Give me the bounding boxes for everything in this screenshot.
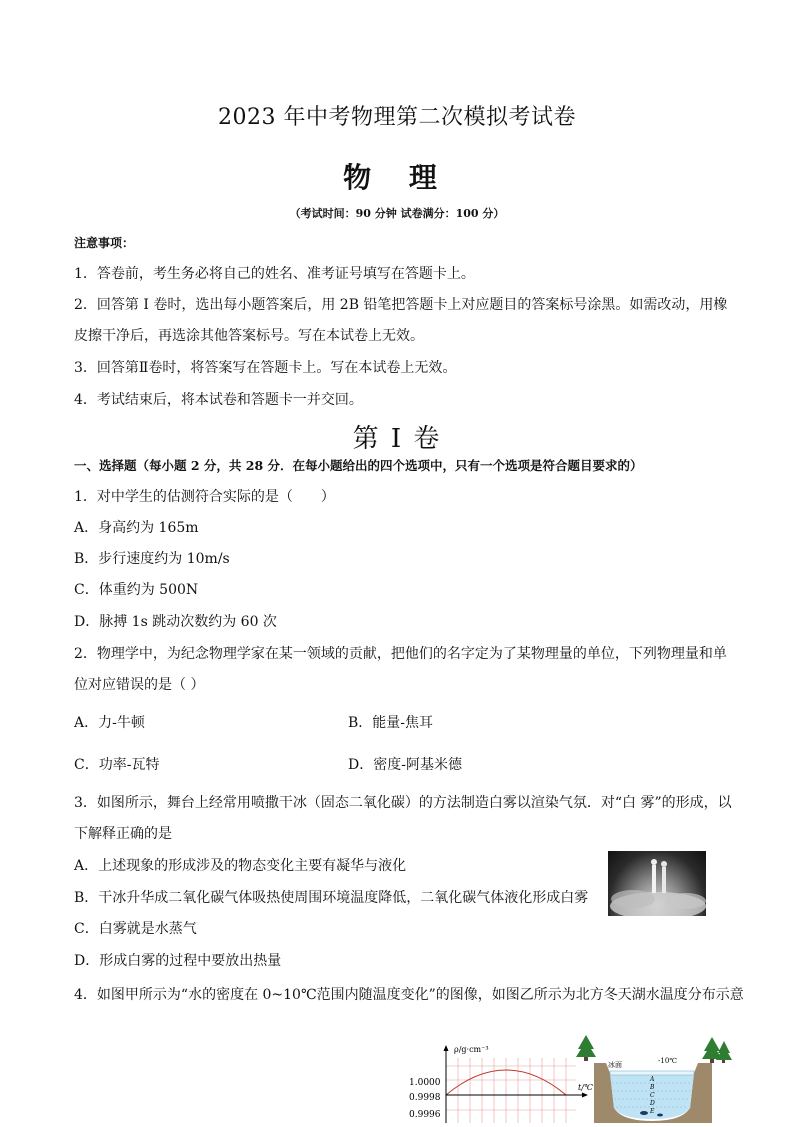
question-4-stem: 4．如图甲所示为“水的密度在 0~10℃范围内随温度变化”的图像，如图乙所示为北方冬天湖水温度分布示意 (74, 987, 744, 1003)
notice-heading: 注意事项： (74, 236, 135, 250)
graph-x-axis-label: t/℃ (578, 1083, 593, 1092)
q2-option-c: C．功率-瓦特 (74, 757, 160, 773)
lake-ice-label: 冰面 (608, 1061, 622, 1069)
lake-layer-b: B (650, 1084, 655, 1091)
lake-diagram (572, 1033, 732, 1123)
graph-y-tick-2: 0.9998 (409, 1093, 441, 1103)
q1-option-a: A．身高约为 165m (74, 520, 199, 536)
lake-layer-a: A (650, 1076, 655, 1083)
tree-icon (702, 1037, 732, 1063)
question-2-stem-cont: 位对应错误的是（ ） (74, 677, 205, 693)
fish-icon (640, 1111, 648, 1115)
graph-y-tick-3: 0.9996 (409, 1110, 441, 1120)
lake-layer-c: C (650, 1092, 655, 1099)
graph-y-tick-1: 1.0000 (409, 1078, 441, 1088)
notice-item-4: 4．考试结束后，将本试卷和答题卡一并交回。 (74, 392, 363, 408)
q3-option-c: C．白雾就是水蒸气 (74, 921, 197, 937)
notice-item-3: 3．回答第Ⅱ卷时，将答案写在答题卡上。写在本试卷上无效。 (74, 360, 457, 376)
tree-icon (576, 1035, 596, 1061)
stage-fog-photo (608, 851, 706, 916)
q1-option-b: B．步行速度约为 10m/s (74, 551, 230, 567)
fish-icon (657, 1114, 663, 1117)
q3-option-a: A．上述现象的形成涉及的物态变化主要有凝华与液化 (74, 858, 407, 874)
question-1-stem: 1．对中学生的估测符合实际的是（ ） (74, 489, 335, 505)
subject-title: 物 理 (343, 161, 451, 194)
graph-y-axis-label: ρ/g·cm⁻³ (454, 1045, 489, 1054)
notice-item-2-cont: 皮擦干净后，再选涂其他答案标号。写在本试卷上无效。 (74, 328, 424, 344)
notice-item-2: 2．回答第 I 卷时，选出每小题答案后，用 2B 铅笔把答题卡上对应题目的答案标号涂黑。如需改动，用橡 (74, 297, 728, 313)
question-3-stem-cont: 下解释正确的是 (74, 826, 172, 842)
q1-option-d: D．脉搏 1s 跳动次数约为 60 次 (74, 614, 277, 630)
section-title: 第 I 卷 (352, 424, 442, 454)
exam-title: 2023 年中考物理第二次模拟考试卷 (218, 105, 576, 130)
question-2-stem: 2．物理学中，为纪念物理学家在某一领域的贡献，把他们的名字定为了某物理量的单位，下列物理量和单 (74, 646, 727, 662)
exam-info: （考试时间：90 分钟 试卷满分：100 分） (289, 207, 505, 220)
section-instruction: 一、选择题（每小题 2 分，共 28 分．在每小题给出的四个选项中，只有一个选项是符合题目要求的） (74, 458, 643, 473)
q3-option-d: D．形成白雾的过程中要放出热量 (74, 953, 282, 969)
q2-option-a: A．力-牛顿 (74, 715, 145, 731)
q3-option-b: B．干冰升华成二氧化碳气体吸热使周围环境温度降低，二氧化碳气体液化形成白雾 (74, 890, 589, 906)
lake-layer-e: E (650, 1108, 655, 1115)
question-3-stem: 3．如图所示，舞台上经常用喷撒干冰（固态二氧化碳）的方法制造白雾以渲染气氛．对“白 雾”的形成，以 (74, 795, 732, 811)
lake-temp-label: -10℃ (658, 1057, 678, 1065)
notice-item-1: 1．答卷前，考生务必将自己的姓名、准考证号填写在答题卡上。 (74, 266, 475, 282)
q2-option-b: B．能量-焦耳 (348, 715, 434, 731)
q2-option-d: D．密度-阿基米德 (348, 757, 462, 773)
q1-option-c: C．体重约为 500N (74, 582, 199, 598)
lake-layer-d: D (650, 1100, 655, 1107)
